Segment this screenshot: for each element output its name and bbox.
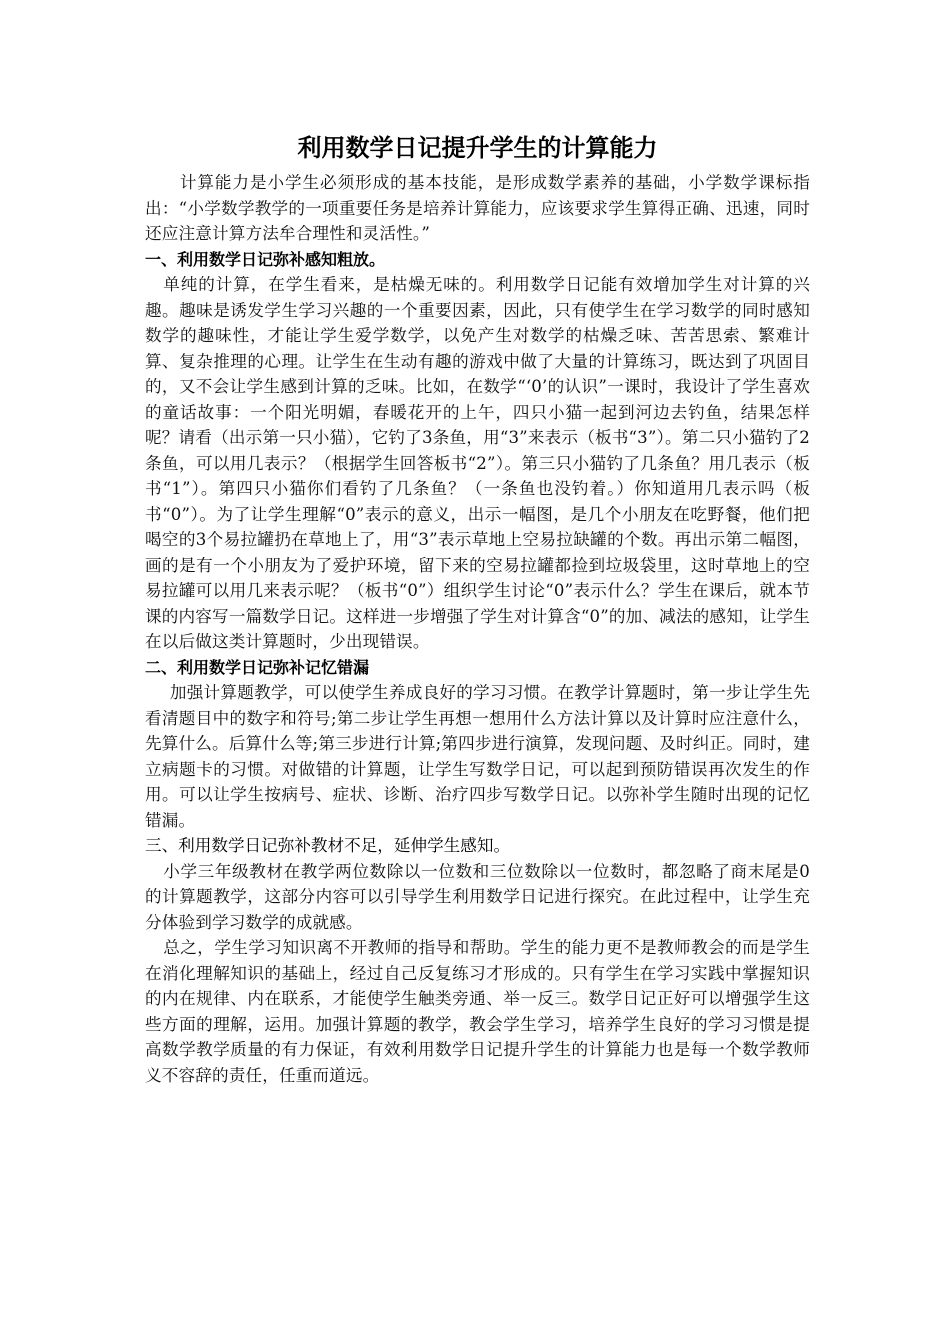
section-3-paragraph-1: 小学三年级教材在教学两位数除以一位数和三位数除以一位数时，都忽略了商末尾是0的计算题教学，这部分内容可以引导学生利用数学日记进行探究。在此过程中，让学生充分体验到学习数学的成就感。 xyxy=(145,861,810,932)
section-1-paragraph-1: 单纯的计算，在学生看来，是枯燥无味的。利用数学日记能有效增加学生对计算的兴趣。趣味是诱发学生学习兴趣的一个重要因素，因此，只有使学生在学习数学的同时感知数学的趣味性，才能让学生爱学数学，以免产生对数学的枯燥乏味、苦苦思索、繁难计算、复杂推理的心理。让学生在生动有趣的游戏中做了大量的计算练习，既达到了巩固目的，又不会让学生感到计算的乏味。比如，在数学“‘0’的认识”一课时，我设计了学生喜欢的童话故事：一个阳光明媚，春暖花开的上午，四只小猫一起到河边去钓鱼，结果怎样呢？请看（出示第一只小猫），它钓了3条鱼，用“3”来表示（板书“3”）。第二只小猫钓了2条鱼，可以用几表示？（根据学生回答板书“2”）。第三只小猫钓了几条鱼？用几表示（板书“1”）。第四只小猫你们看钓了几条鱼？（一条鱼也没钓着。）你知道用几表示吗（板书“0”）。为了让学生理解“0”表示的意义，出示一幅图，是几个小朋友在吃野餐，他们把喝空的3个易拉罐扔在草地上了，用“3”表示草地上空易拉缺罐的个数。再出示第二幅图，画的是有一个小朋友为了爱护环境，留下来的空易拉罐都捡到垃圾袋里，这时草地上的空易拉罐可以用几来表示呢？（板书“0”）组织学生讨论“0”表示什么？学生在课后，就本节课的内容写一篇数学日记。这样进一步增强了学生对计算含“0”的加、减法的感知，让学生在以后做这类计算题时，少出现错误。 xyxy=(145,275,810,651)
section-1-heading: 一、利用数学日记弥补感知粗放。 xyxy=(145,249,386,269)
section-2-heading: 二、利用数学日记弥补记忆错漏 xyxy=(145,657,370,677)
section-2-paragraph-1: 加强计算题教学，可以使学生养成良好的学习习惯。在教学计算题时，第一步让学生先看清题目中的数字和符号;第二步让学生再想一想用什么方法计算以及计算时应注意什么，先算什么。后算什么等;第三步进行计算;第四步进行演算，发现问题、及时纠正。同时，建立病题卡的习惯。对做错的计算题，让学生写数学日记，可以起到预防错误再次发生的作用。可以让学生按病号、症状、诊断、治疗四步写数学日记。以弥补学生随时出现的记忆错漏。 xyxy=(145,683,810,830)
conclusion-paragraph: 总之，学生学习知识离不开教师的指导和帮助。学生的能力更不是教师教会的而是学生在消化理解知识的基础上，经过自己反复练习才形成的。只有学生在学习实践中掌握知识的内在规律、内在联系，才能使学生触类旁通、举一反三。数学日记正好可以增强学生这些方面的理解，运用。加强计算题的教学，教会学生学习，培养学生良好的学习习惯是提高数学教学质量的有力保证，有效利用数学日记提升学生的计算能力也是每一个数学教师义不容辞的责任，任重而道远。 xyxy=(145,938,810,1085)
document-title: 利用数学日记提升学生的计算能力 xyxy=(297,134,658,162)
section-3-heading: 三、利用数学日记弥补教材不足，延伸学生感知。 xyxy=(145,836,511,855)
document-page xyxy=(145,128,810,1088)
intro-paragraph: 计算能力是小学生必须形成的基本技能，是形成数学素养的基础，小学数学课标指出：“小学数学教学的一项重要任务是培养计算能力，应该要求学生算得正确、迅速，同时还应注意计算方法牟合理性和灵活性。” xyxy=(145,173,810,243)
